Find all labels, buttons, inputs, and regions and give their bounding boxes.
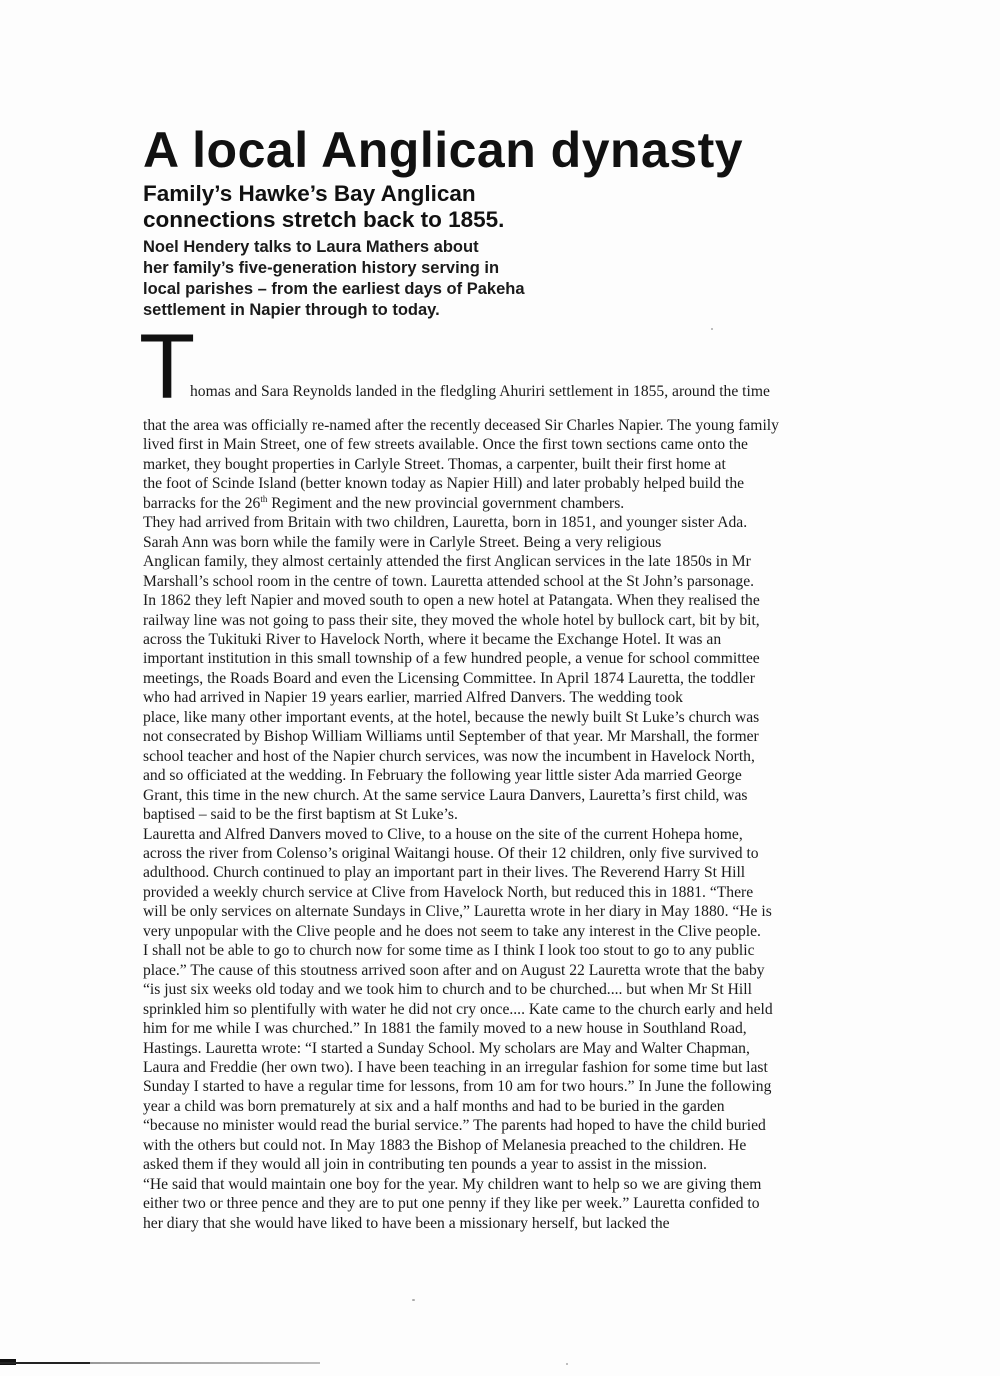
article-body <box>143 416 833 1233</box>
scan-speck <box>566 1363 568 1365</box>
body-line: important institution in this small township of a few hundred people, a venue for school committee <box>143 650 760 668</box>
article-subtitle <box>143 181 583 233</box>
body-line: with the others but could not. In May 1883 the Bishop of Melanesia preached to the children. He <box>143 1136 747 1154</box>
body-line: her diary that she would have liked to have been a missionary herself, but lacked the <box>143 1214 670 1232</box>
body-line: barracks for the 26th Regiment and the new provincial government chambers. <box>143 493 625 512</box>
standfirst-line: local parishes – from the earliest days of Pakeha <box>143 280 525 298</box>
body-line: will be only services on alternate Sundays in Clive,” Lauretta wrote in her diary in May 1880. “He is <box>143 903 772 921</box>
body-line: “He said that would maintain one boy for the year. My children want to help so we are giving them <box>143 1175 762 1193</box>
body-line: In 1862 they left Napier and moved south to open a new hotel at Patangata. When they realised the <box>143 592 760 610</box>
body-line: I shall not be able to go to church now for some time as I think I look too stout to go to any public <box>143 942 755 960</box>
body-line: year a child was born prematurely at six and a half months and had to be buried in the garden <box>143 1097 725 1115</box>
subtitle-line: Family’s Hawke’s Bay Anglican <box>143 181 476 206</box>
body-line: him for me while I was churched.” In 1881 the family moved to a new house in Southland Road, <box>143 1020 747 1038</box>
drop-cap: T <box>139 316 194 418</box>
bottom-rule <box>0 1362 320 1364</box>
body-line: Laura and Freddie (her own two). I have been teaching in an irregular fashion for some time but last <box>143 1058 768 1076</box>
article-standfirst <box>143 237 563 321</box>
body-line: asked them if they would all join in contributing ten pounds a year to assist in the mission. <box>143 1156 707 1174</box>
body-line: baptised – said to be the first baptism at St Luke’s. <box>143 806 458 824</box>
scan-speck <box>711 328 713 330</box>
body-line: that the area was officially re-named after the recently deceased Sir Charles Napier. The young family <box>143 417 779 434</box>
body-line: Grant, this time in the new church. At the same service Laura Danvers, Lauretta’s first child, was <box>143 786 748 804</box>
body-line: “is just six weeks old today and we took him to church and to be churched.... but when Mr St Hill <box>143 981 752 999</box>
body-line: sprinkled him so plentifully with water he did not cry once.... Kate came to the church early and held <box>143 1000 773 1018</box>
body-line: adulthood. Church continued to play an important part in their lives. The Reverend Harry St Hill <box>143 864 746 882</box>
body-line: very unpopular with the Clive people and he does not seem to take any interest in the Clive people. <box>143 922 761 940</box>
standfirst-line: her family’s five-generation history serving in <box>143 259 500 277</box>
article-title: A local Anglican dynasty <box>143 122 744 178</box>
body-line: They had arrived from Britain with two children, Lauretta, born in 1851, and younger sister Ada. <box>143 514 748 532</box>
body-line: Hastings. Lauretta wrote: “I started a Sunday School. My scholars are May and Walter Chapman, <box>143 1039 750 1057</box>
body-line: provided a weekly church service at Clive from Havelock North, but reduced this in 1881. “There <box>143 883 754 901</box>
scan-speck <box>412 1299 415 1301</box>
body-line: across the river from Colenso’s original Waitangi house. Of their 12 children, only five survived to <box>143 844 759 862</box>
body-line: either two or three pence and they are to put one penny if they like per week.” Lauretta confided to <box>143 1195 760 1213</box>
subtitle-line: connections stretch back to 1855. <box>143 207 505 232</box>
body-line: who had arrived in Napier 19 years earlier, married Alfred Danvers. The wedding took <box>143 689 683 707</box>
body-line: Anglican family, they almost certainly attended the first Anglican services in the late 1850s in Mr <box>143 553 751 571</box>
body-line: place.” The cause of this stoutness arrived soon after and on August 22 Lauretta wrote that the baby <box>143 961 765 979</box>
standfirst-line: settlement in Napier through to today. <box>143 301 440 319</box>
body-line: meetings, the Roads Board and even the Licensing Committee. In April 1874 Lauretta, the toddler <box>143 669 755 687</box>
body-line: Sunday I started to have a regular time for lessons, from 10 am for two hours.” In June the following <box>143 1078 772 1096</box>
body-line: and so officiated at the wedding. In February the following year little sister Ada married George <box>143 767 742 785</box>
body-line: the foot of Scinde Island (better known today as Napier Hill) and later probably helped build the <box>143 475 745 493</box>
body-line: Sarah Ann was born while the family were in Carlyle Street. Being a very religious <box>143 533 662 551</box>
body-line: Lauretta and Alfred Danvers moved to Clive, to a house on the site of the current Hohepa home, <box>143 825 743 843</box>
body-line: school teacher and host of the Napier church services, was now the incumbent in Havelock North, <box>143 747 755 765</box>
body-line: market, they bought properties in Carlyle Street. Thomas, a carpenter, built their first home at <box>143 455 726 473</box>
body-line: not consecrated by Bishop William Williams until September of that year. Mr Marshall, the former <box>143 728 759 746</box>
body-line: railway line was not going to pass their site, they moved the whole hotel by bullock cart, bit by bit, <box>143 611 760 629</box>
body-line: “because no minister would read the burial service.” The parents had hoped to have the child buried <box>143 1117 766 1135</box>
body-line: lived first in Main Street, one of few streets available. Once the first town sections came onto the <box>143 436 748 454</box>
body-line: place, like many other important events, at the hotel, because the newly built St Luke’s church was <box>143 708 760 726</box>
standfirst-line: Noel Hendery talks to Laura Mathers about <box>143 238 479 256</box>
body-line: Marshall’s school room in the centre of town. Lauretta attended school at the St John’s parsonage. <box>143 572 755 590</box>
body-first-line: homas and Sara Reynolds landed in the fledgling Ahuriri settlement in 1855, around the time <box>190 383 770 400</box>
body-line: across the Tukituki River to Havelock North, where it became the Exchange Hotel. It was an <box>143 630 722 648</box>
